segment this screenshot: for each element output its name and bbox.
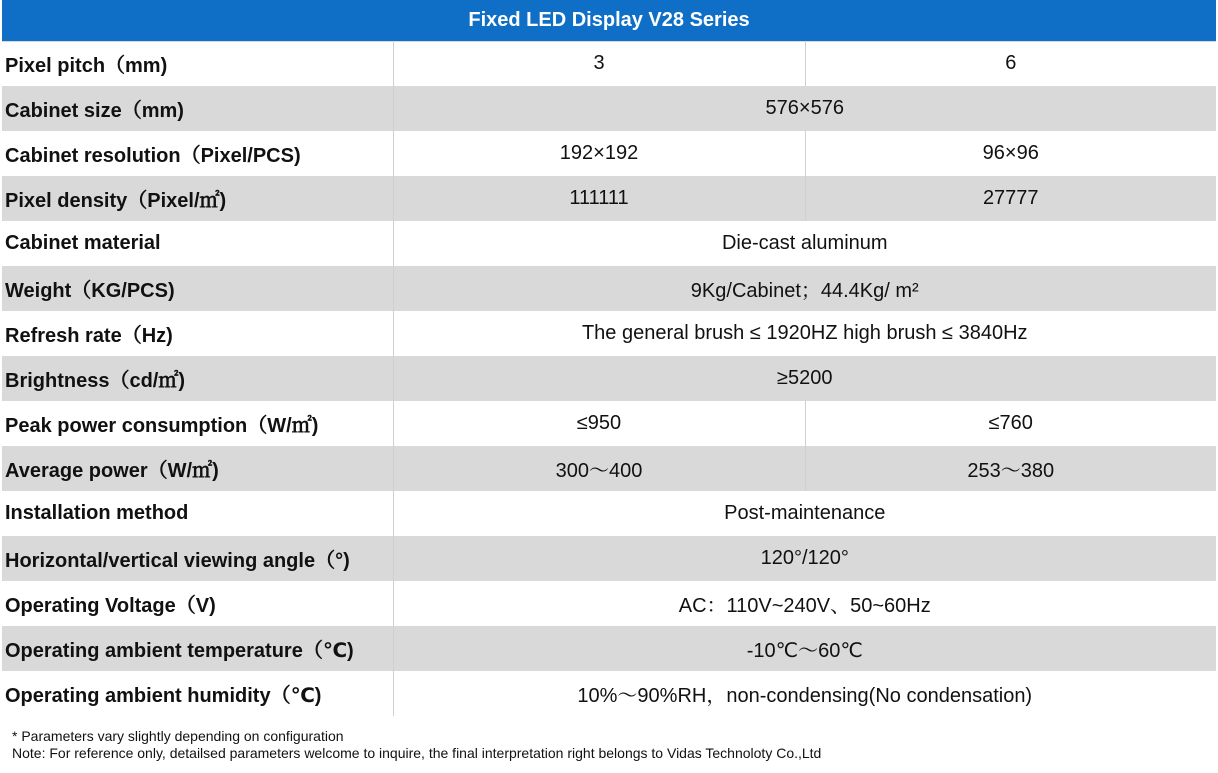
spec-value: The general brush ≤ 1920HZ high brush ≤ 3840Hz [393, 311, 1216, 356]
spec-value-p6: 96×96 [805, 131, 1216, 176]
spec-value: ≥5200 [393, 356, 1216, 401]
spec-row-viewing-angle [2, 536, 1216, 581]
spec-label: Operating ambient humidity（℃) [2, 671, 393, 716]
spec-label: Cabinet size（mm) [2, 86, 393, 131]
spec-label: Pixel density（Pixel/㎡) [2, 176, 393, 221]
spec-label: Brightness（cd/㎡) [2, 356, 393, 401]
spec-value: 10%～90%RH，non-condensing(No condensation) [393, 671, 1216, 716]
footnote-disclaimer: Note: For reference only, detailsed parameters welcome to inquire, the final interpretation right belongs to Vidas Technoloty Co.,Ltd [12, 745, 822, 761]
spec-row-pixel-density [2, 176, 1216, 221]
spec-value: -10℃～60℃ [393, 626, 1216, 671]
spec-row-refresh-rate [2, 311, 1216, 356]
spec-row-brightness [2, 356, 1216, 401]
spec-value-p6: 27777 [805, 176, 1216, 221]
spec-value: 120°/120° [393, 536, 1216, 581]
spec-row-pixel-pitch [2, 41, 1216, 86]
spec-label: Weight（KG/PCS) [2, 266, 393, 311]
spec-row-weight [2, 266, 1216, 311]
spec-label: Pixel pitch（mm) [2, 41, 393, 86]
spec-row-installation [2, 491, 1216, 536]
table-title-row [2, 0, 1216, 41]
spec-label: Peak power consumption（W/㎡) [2, 401, 393, 446]
spec-label: Cabinet material [2, 221, 393, 266]
spec-value-p6: ≤760 [805, 401, 1216, 446]
spec-label: Operating Voltage（V) [2, 581, 393, 626]
spec-value-p6: 253～380 [805, 446, 1216, 491]
spec-value: Die-cast aluminum [393, 221, 1216, 266]
spec-value-p3: 300～400 [393, 446, 805, 491]
spec-row-cabinet-size [2, 86, 1216, 131]
spec-row-peak-power [2, 401, 1216, 446]
spec-value-p3: 3 [393, 41, 805, 86]
spec-label: Horizontal/vertical viewing angle（°) [2, 536, 393, 581]
spec-row-cabinet-material [2, 221, 1216, 266]
spec-value: 576×576 [393, 86, 1216, 131]
spec-table [2, 0, 1216, 716]
spec-value-p6: 6 [805, 41, 1216, 86]
spec-value-p3: 111111 [393, 176, 805, 221]
spec-label: Operating ambient temperature（℃) [2, 626, 393, 671]
spec-row-cabinet-resolution [2, 131, 1216, 176]
spec-value: AC：110V~240V、50~60Hz [393, 581, 1216, 626]
spec-row-ambient-temperature [2, 626, 1216, 671]
spec-value-p3: 192×192 [393, 131, 805, 176]
table-title: Fixed LED Display V28 Series [2, 0, 1216, 41]
spec-row-operating-voltage [2, 581, 1216, 626]
spec-row-ambient-humidity [2, 671, 1216, 716]
spec-label: Installation method [2, 491, 393, 536]
spec-value: 9Kg/Cabinet；44.4Kg/ m² [393, 266, 1216, 311]
spec-value-p3: ≤950 [393, 401, 805, 446]
footnote-configuration: * Parameters vary slightly depending on configuration [12, 728, 344, 744]
spec-label: Cabinet resolution（Pixel/PCS) [2, 131, 393, 176]
footnotes [12, 728, 821, 762]
spec-label: Refresh rate（Hz) [2, 311, 393, 356]
spec-label: Average power（W/㎡) [2, 446, 393, 491]
spec-value: Post-maintenance [393, 491, 1216, 536]
spec-row-average-power [2, 446, 1216, 491]
